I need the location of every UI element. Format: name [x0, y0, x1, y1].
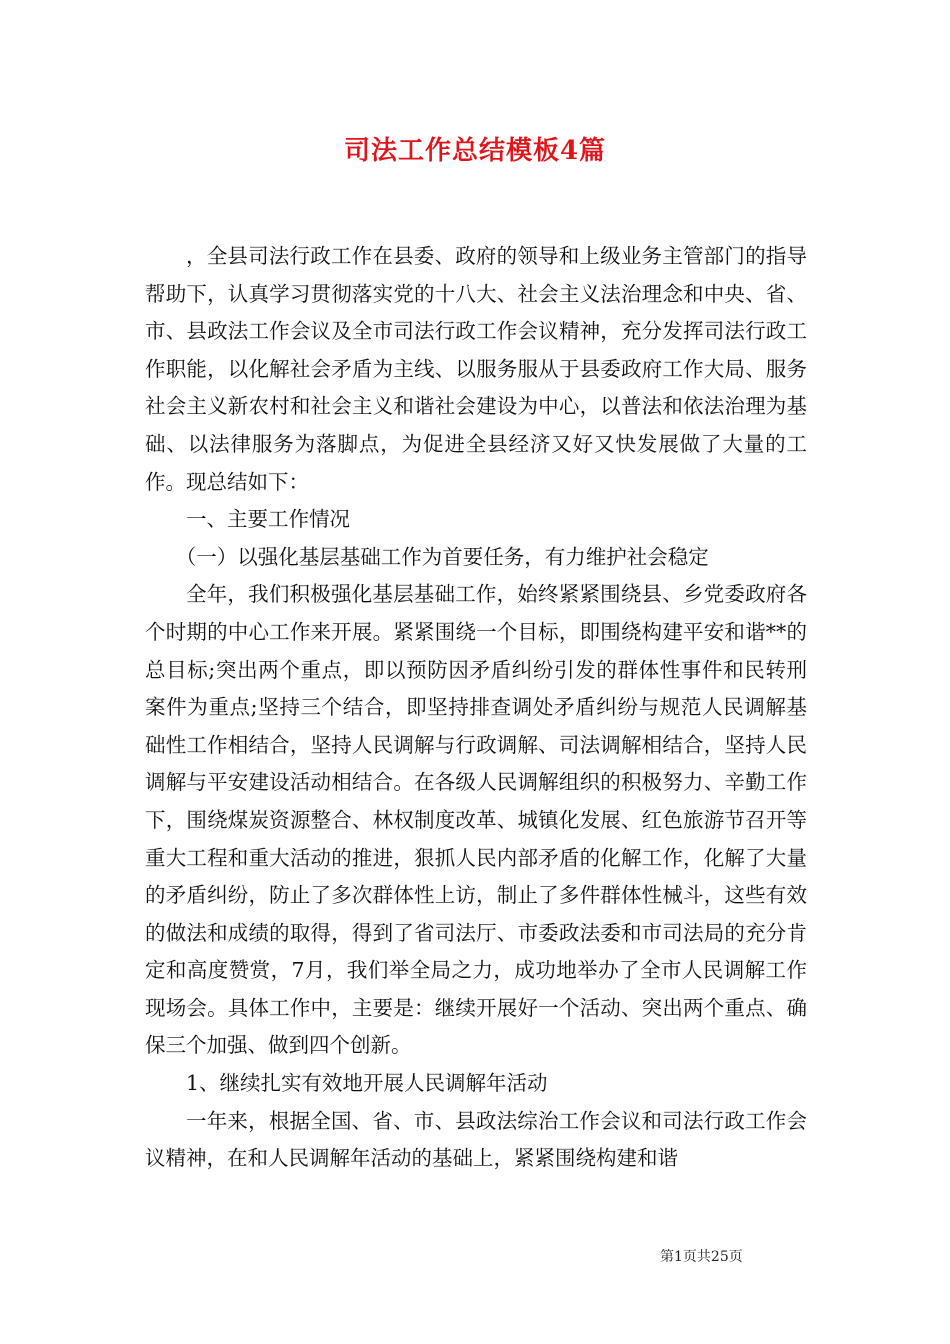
page-footer: 第1页共25页	[660, 1249, 743, 1265]
paragraph-body: 全年，我们积极强化基层基础工作，始终紧紧围绕县、乡党委政府各个时期的中心工作来开展。紧紧围绕一个目标，即围绕构建平安和谐**的总目标;突出两个重点，即以预防因矛盾纠纷引发的群体性事件和民转刑案件为重点;坚持三个结合，即坚持排查调处矛盾纠纷与规范人民调解基础性工作相结合，坚持人民调解与行政调解、司法调解相结合，坚持人民调解与平安建设活动相结合。在各级人民调解组织的积极努力、辛勤工作下，围绕煤炭资源整合、林权制度改革、城镇化发展、红色旅游节召开等重大工程和重大活动的推进，狠抓人民内部矛盾的化解工作，化解了大量的矛盾纠纷，防止了多次群体性上访，制止了多件群体性械斗，这些有效的做法和成绩的取得，得到了省司法厅、市委政法委和市司法局的充分肯定和高度赞赏，7月，我们举全局之力，成功地举办了全市人民调解工作现场会。具体工作中，主要是：继续开展好一个活动、突出两个重点、确保三个加强、做到四个创新。	[145, 582, 807, 1058]
section-heading: 一、主要工作情况	[186, 507, 350, 532]
page-title: 司法工作总结模板4篇	[343, 136, 607, 166]
paragraph-intro: ，全县司法行政工作在县委、政府的领导和上级业务主管部门的指导帮助下，认真学习贯彻落实党的十八大、社会主义法治理念和中央、省、市、县政法工作会议及全市司法行政工作会议精神，充分发挥司法行政工作职能，以化解社会矛盾为主线、以服务服从于县委政府工作大局、服务社会主义新农村和社会主义和谐社会建设为中心，以普法和依法治理为基础、以法律服务为落脚点，为促进全县经济又好又快发展做了大量的工作。现总结如下：	[145, 244, 807, 494]
item-heading: 1、继续扎实有效地开展人民调解年活动	[186, 1071, 548, 1096]
subsection-heading: （一）以强化基层基础工作为首要任务，有力维护社会稳定	[175, 544, 709, 569]
paragraph-body-2: 一年来，根据全国、省、市、县政法综治工作会议和司法行政工作会议精神，在和人民调解年活动的基础上，紧紧围绕构建和谐	[145, 1108, 807, 1171]
document-body	[145, 238, 807, 1178]
